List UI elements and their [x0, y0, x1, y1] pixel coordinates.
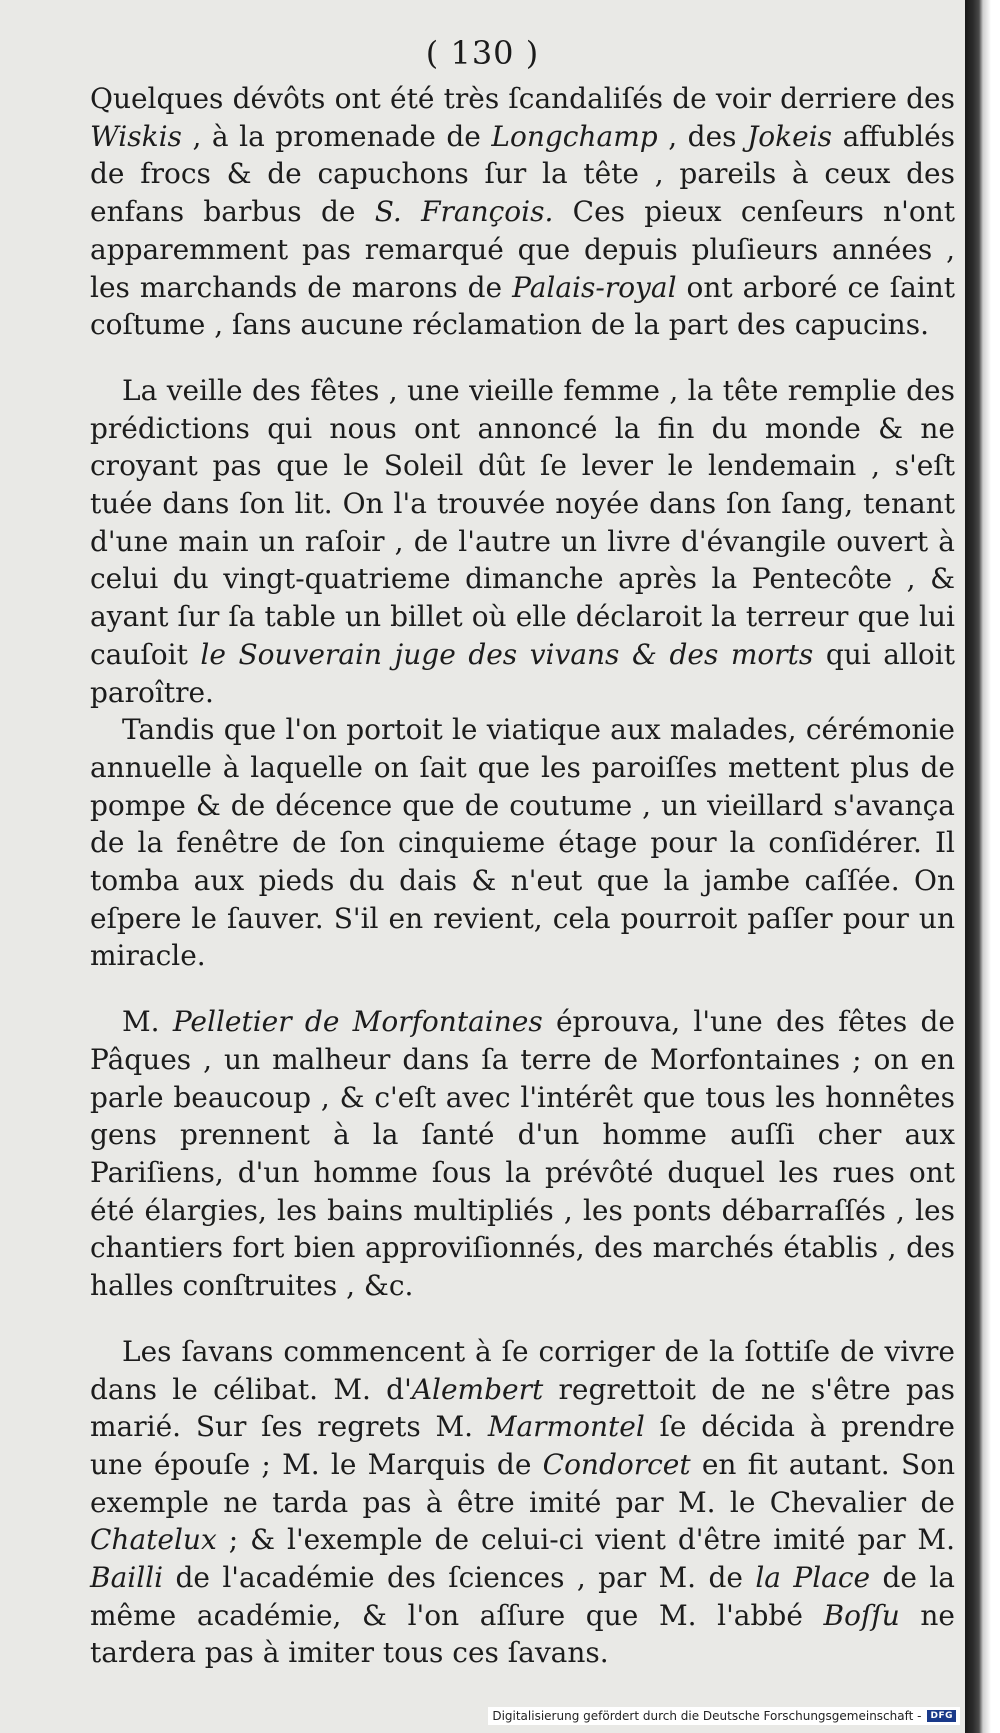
text-run: en fit autant. Son exemple ne tarda pas à être imité par M. le Chevalier de	[90, 1447, 956, 1519]
text-run: , des	[657, 119, 748, 153]
paragraph	[90, 372, 955, 711]
text-run: regrettoit de ne s'être pas marié. Sur ſes regrets M.	[90, 1372, 955, 1444]
text-run: ont arboré ce ſaint coſtume , ſans aucune réclamation de la part des capucins.	[90, 270, 956, 342]
italic-text: Chatelux	[90, 1523, 217, 1557]
italic-text: la Place	[755, 1561, 871, 1595]
text-run: Les ſavans commencent à ſe corriger de la ſottiſe de vivre dans le célibat. M. d'	[90, 1334, 955, 1406]
page-number: ( 130 )	[425, 34, 540, 72]
italic-text: Longchamp	[491, 119, 658, 153]
italic-text: Palais-royal	[512, 270, 677, 304]
text-run: qui alloit paroître.	[90, 637, 955, 709]
dfg-logo: DFG	[927, 1710, 956, 1722]
paragraph	[90, 1003, 955, 1305]
italic-text: le Souverain juge des vivans & des morts	[200, 637, 814, 671]
italic-text: Condorcet	[542, 1447, 691, 1481]
text-run: affublés de frocs & de capuchons ſur la tête , pareils à ceux des enfans barbus de	[90, 119, 956, 229]
body-text	[90, 80, 955, 1672]
paragraph	[90, 1333, 955, 1672]
italic-text: S. François.	[374, 195, 554, 229]
italic-text: Pelletier de Morfontaines	[172, 1005, 543, 1039]
footer-credit: Digitalisierung gefördert durch die Deutsche Forschungsgemeinschaft -	[492, 1709, 922, 1723]
paragraph	[90, 711, 955, 975]
page-gutter	[965, 0, 1000, 1733]
digitization-footer	[488, 1707, 960, 1725]
italic-text: Jokeis	[747, 119, 833, 153]
italic-text: Boſſu	[823, 1598, 900, 1632]
text-run: M.	[122, 1005, 173, 1039]
text-run: ne tardera pas à imiter tous ces ſavans.	[90, 1598, 955, 1670]
paragraph	[90, 80, 955, 344]
text-run: de l'académie des ſciences , par M. de	[163, 1561, 756, 1595]
italic-text: Marmontel	[487, 1410, 645, 1444]
text-run: Ces pieux cenſeurs n'ont apparemment pas remarqué que depuis pluſieurs années , les marchands de marons de	[90, 195, 955, 304]
italic-text: Wiskis	[90, 119, 182, 153]
italic-text: Alembert	[411, 1372, 544, 1406]
italic-text: Bailli	[90, 1561, 164, 1595]
text-run: ; & l'exemple de celui-ci vient d'être imité par M.	[216, 1523, 955, 1557]
text-run: , à la promenade de	[181, 119, 492, 153]
text-run: Tandis que l'on portoit le viatique aux malades, cérémonie annuelle à laquelle on ſait que les paroiſſes mettent plus de pompe & de décence que de coutume , un vieillard s'avança de la fenêtre de ſon cinquieme étage pour la conſidérer. Il tomba aux pieds du dais & n'eut que la jambe caſſée. On eſpere le ſauver. S'il en revient, cela pourroit paſſer pour un miracle.	[90, 713, 955, 973]
text-run: ſe décida à prendre une épouſe ; M. le Marquis de	[90, 1410, 956, 1481]
text-run: La veille des fêtes , une vieille femme , la tête remplie des prédictions qui nous ont annoncé la fin du monde & ne croyant pas que le Soleil dût ſe lever le lendemain , s'eſt tuée dans ſon lit. On l'a trouvée noyée dans ſon ſang, tenant d'une main un raſoir , de l'autre un livre d'évangile ouvert à celui du vingt-quatrieme dimanche après la Pentecôte , & ayant ſur ſa table un billet où elle déclaroit la terreur que lui cauſoit	[90, 373, 955, 671]
text-run: de la même académie, & l'on aſſure que M. l'abbé	[90, 1561, 955, 1632]
text-run: éprouva, l'une des fêtes de Pâques , un malheur dans ſa terre de Morfontaines ; on en parle beaucoup , & c'eſt avec l'intérêt que tous les honnêtes gens prennent à la ſanté d'un homme auſſi cher aux Pariſiens, d'un homme ſous la prévôté duquel les rues ont été élargies, les bains multipliés , les ponts débarraſſés , les chantiers fort bien approviſionnés, des marchés établis , des halles conſtruites , &c.	[90, 1005, 955, 1303]
text-run: Quelques dévôts ont été très ſcandaliſés de voir derriere des	[90, 82, 955, 115]
